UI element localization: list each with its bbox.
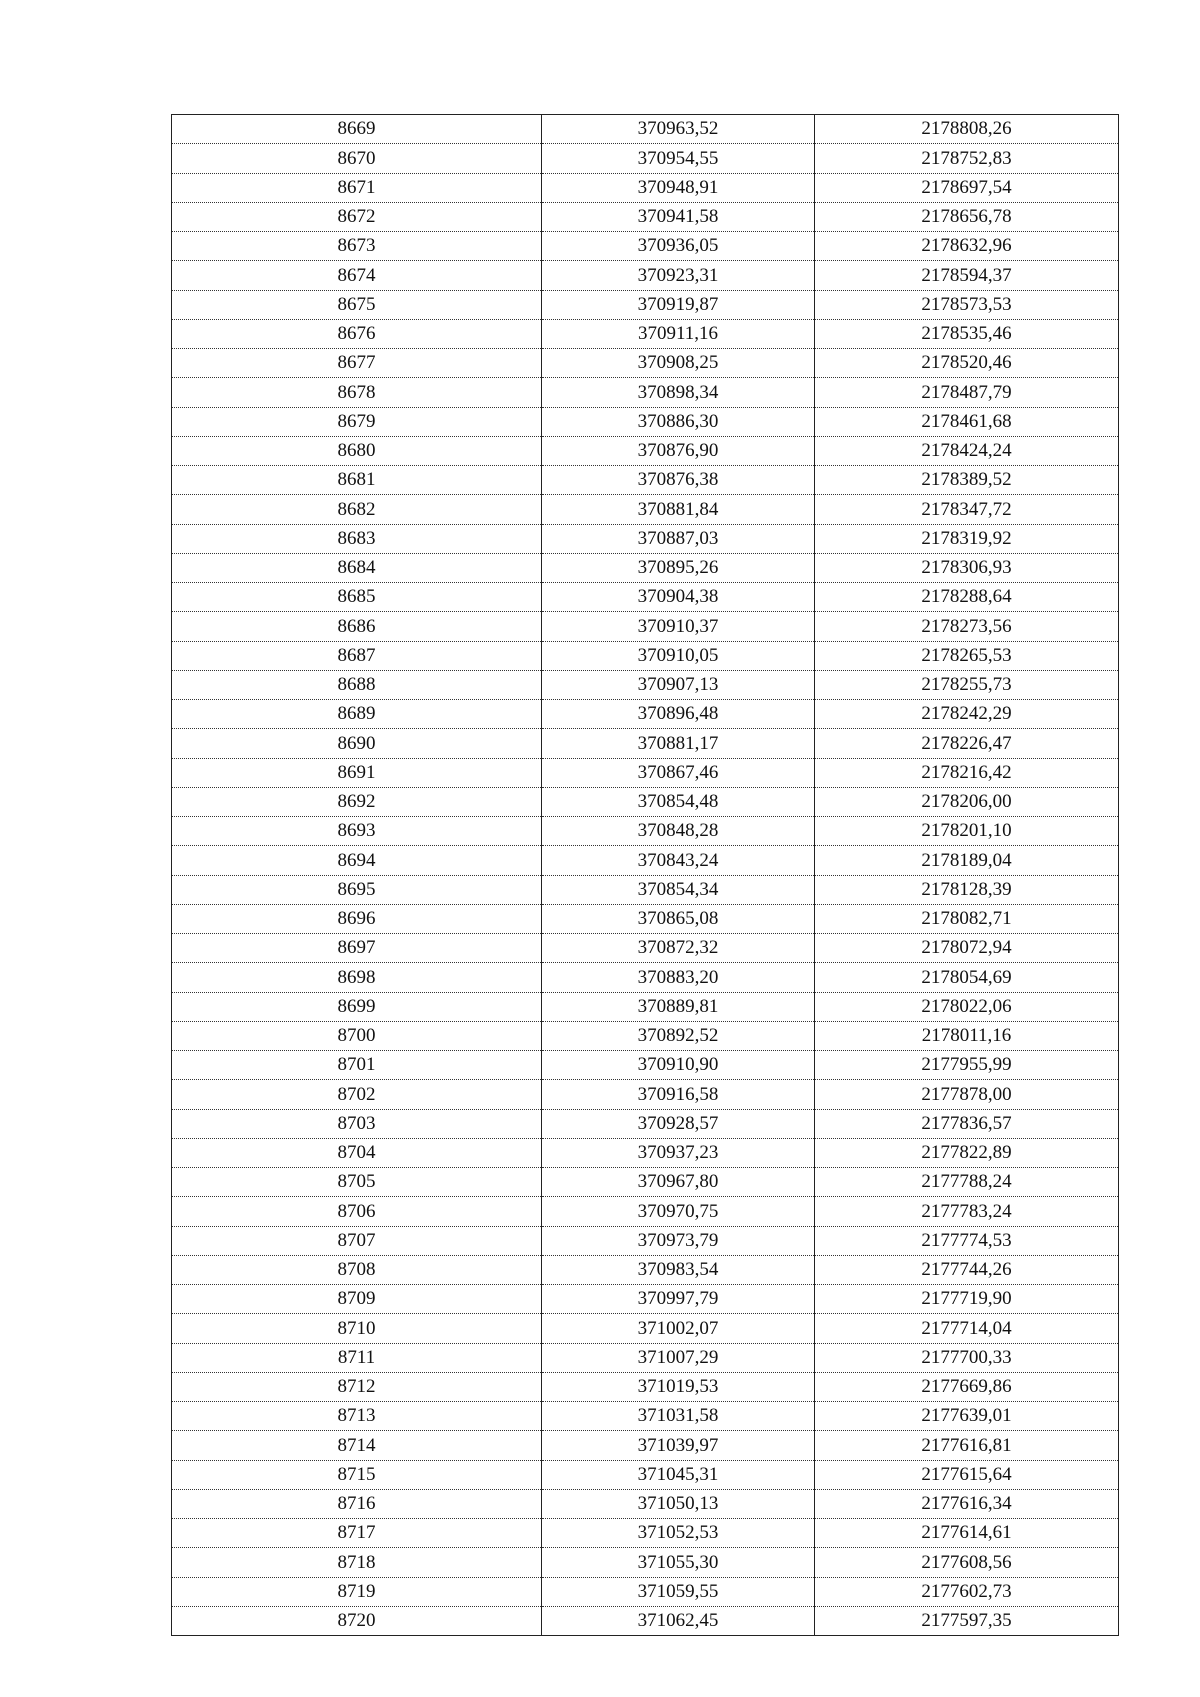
y-coordinate-cell: 2178461,68 <box>815 407 1119 436</box>
y-coordinate-cell: 2177783,24 <box>815 1197 1119 1226</box>
point-number-cell: 8706 <box>172 1197 542 1226</box>
x-coordinate-cell: 370881,17 <box>542 729 815 758</box>
table-row <box>172 1489 1119 1518</box>
x-coordinate-cell: 371045,31 <box>542 1460 815 1489</box>
point-number-cell: 8715 <box>172 1460 542 1489</box>
point-number-cell: 8701 <box>172 1051 542 1080</box>
y-coordinate-cell: 2178306,93 <box>815 553 1119 582</box>
x-coordinate-cell: 370941,58 <box>542 202 815 231</box>
x-coordinate-cell: 370872,32 <box>542 934 815 963</box>
table-row <box>172 1577 1119 1606</box>
x-coordinate-cell: 370967,80 <box>542 1168 815 1197</box>
table-row <box>172 378 1119 407</box>
table-row <box>172 758 1119 787</box>
y-coordinate-cell: 2178265,53 <box>815 641 1119 670</box>
x-coordinate-cell: 370892,52 <box>542 1021 815 1050</box>
point-number-cell: 8704 <box>172 1138 542 1167</box>
y-coordinate-cell: 2178520,46 <box>815 349 1119 378</box>
table-row <box>172 1548 1119 1577</box>
table-row <box>172 261 1119 290</box>
x-coordinate-cell: 371002,07 <box>542 1314 815 1343</box>
y-coordinate-cell: 2177615,64 <box>815 1460 1119 1489</box>
point-number-cell: 8669 <box>172 115 542 144</box>
y-coordinate-cell: 2178319,92 <box>815 524 1119 553</box>
y-coordinate-cell: 2177614,61 <box>815 1519 1119 1548</box>
x-coordinate-cell: 371031,58 <box>542 1402 815 1431</box>
x-coordinate-cell: 371007,29 <box>542 1343 815 1372</box>
table-row <box>172 1226 1119 1255</box>
table-row <box>172 495 1119 524</box>
table-row <box>172 934 1119 963</box>
y-coordinate-cell: 2177608,56 <box>815 1548 1119 1577</box>
y-coordinate-cell: 2177602,73 <box>815 1577 1119 1606</box>
point-number-cell: 8703 <box>172 1109 542 1138</box>
y-coordinate-cell: 2177878,00 <box>815 1080 1119 1109</box>
y-coordinate-cell: 2178011,16 <box>815 1021 1119 1050</box>
table-row <box>172 787 1119 816</box>
point-number-cell: 8675 <box>172 290 542 319</box>
y-coordinate-cell: 2177714,04 <box>815 1314 1119 1343</box>
y-coordinate-cell: 2178082,71 <box>815 904 1119 933</box>
y-coordinate-cell: 2178288,64 <box>815 583 1119 612</box>
y-coordinate-cell: 2178054,69 <box>815 963 1119 992</box>
point-number-cell: 8690 <box>172 729 542 758</box>
table-row <box>172 115 1119 144</box>
y-coordinate-cell: 2178216,42 <box>815 758 1119 787</box>
point-number-cell: 8682 <box>172 495 542 524</box>
point-number-cell: 8691 <box>172 758 542 787</box>
y-coordinate-cell: 2177836,57 <box>815 1109 1119 1138</box>
x-coordinate-cell: 370896,48 <box>542 700 815 729</box>
x-coordinate-cell: 370848,28 <box>542 817 815 846</box>
point-number-cell: 8696 <box>172 904 542 933</box>
y-coordinate-cell: 2177788,24 <box>815 1168 1119 1197</box>
x-coordinate-cell: 371059,55 <box>542 1577 815 1606</box>
point-number-cell: 8705 <box>172 1168 542 1197</box>
x-coordinate-cell: 370910,37 <box>542 612 815 641</box>
table-row <box>172 1138 1119 1167</box>
x-coordinate-cell: 370883,20 <box>542 963 815 992</box>
x-coordinate-cell: 370963,52 <box>542 115 815 144</box>
point-number-cell: 8713 <box>172 1402 542 1431</box>
x-coordinate-cell: 370954,55 <box>542 144 815 173</box>
table-row <box>172 144 1119 173</box>
x-coordinate-cell: 371052,53 <box>542 1519 815 1548</box>
y-coordinate-cell: 2178697,54 <box>815 173 1119 202</box>
y-coordinate-cell: 2178424,24 <box>815 436 1119 465</box>
table-row <box>172 583 1119 612</box>
y-coordinate-cell: 2177639,01 <box>815 1402 1119 1431</box>
point-number-cell: 8699 <box>172 992 542 1021</box>
x-coordinate-cell: 370865,08 <box>542 904 815 933</box>
x-coordinate-cell: 370936,05 <box>542 232 815 261</box>
y-coordinate-cell: 2178201,10 <box>815 817 1119 846</box>
table-row <box>172 1021 1119 1050</box>
point-number-cell: 8676 <box>172 319 542 348</box>
point-number-cell: 8707 <box>172 1226 542 1255</box>
point-number-cell: 8670 <box>172 144 542 173</box>
point-number-cell: 8681 <box>172 466 542 495</box>
point-number-cell: 8712 <box>172 1372 542 1401</box>
y-coordinate-cell: 2178255,73 <box>815 670 1119 699</box>
y-coordinate-cell: 2178226,47 <box>815 729 1119 758</box>
coordinates-table <box>171 114 1119 1636</box>
table-row <box>172 1402 1119 1431</box>
table-row <box>172 1372 1119 1401</box>
point-number-cell: 8674 <box>172 261 542 290</box>
x-coordinate-cell: 370898,34 <box>542 378 815 407</box>
y-coordinate-cell: 2177669,86 <box>815 1372 1119 1401</box>
table-row <box>172 1197 1119 1226</box>
point-number-cell: 8687 <box>172 641 542 670</box>
y-coordinate-cell: 2178573,53 <box>815 290 1119 319</box>
table-row <box>172 670 1119 699</box>
x-coordinate-cell: 370843,24 <box>542 846 815 875</box>
table-row <box>172 817 1119 846</box>
x-coordinate-cell: 370948,91 <box>542 173 815 202</box>
point-number-cell: 8693 <box>172 817 542 846</box>
x-coordinate-cell: 370854,48 <box>542 787 815 816</box>
table-row <box>172 1606 1119 1635</box>
x-coordinate-cell: 371062,45 <box>542 1606 815 1635</box>
y-coordinate-cell: 2177616,81 <box>815 1431 1119 1460</box>
y-coordinate-cell: 2178072,94 <box>815 934 1119 963</box>
y-coordinate-cell: 2178656,78 <box>815 202 1119 231</box>
table-row <box>172 319 1119 348</box>
table-row <box>172 202 1119 231</box>
x-coordinate-cell: 370919,87 <box>542 290 815 319</box>
x-coordinate-cell: 370904,38 <box>542 583 815 612</box>
point-number-cell: 8718 <box>172 1548 542 1577</box>
x-coordinate-cell: 371039,97 <box>542 1431 815 1460</box>
y-coordinate-cell: 2177955,99 <box>815 1051 1119 1080</box>
coordinates-table-body <box>172 115 1119 1636</box>
table-row <box>172 1343 1119 1372</box>
x-coordinate-cell: 370928,57 <box>542 1109 815 1138</box>
point-number-cell: 8695 <box>172 875 542 904</box>
table-row <box>172 1168 1119 1197</box>
table-row <box>172 407 1119 436</box>
point-number-cell: 8697 <box>172 934 542 963</box>
y-coordinate-cell: 2177822,89 <box>815 1138 1119 1167</box>
table-row <box>172 290 1119 319</box>
table-row <box>172 173 1119 202</box>
x-coordinate-cell: 370887,03 <box>542 524 815 553</box>
x-coordinate-cell: 370937,23 <box>542 1138 815 1167</box>
point-number-cell: 8702 <box>172 1080 542 1109</box>
x-coordinate-cell: 370908,25 <box>542 349 815 378</box>
x-coordinate-cell: 370916,58 <box>542 1080 815 1109</box>
y-coordinate-cell: 2177719,90 <box>815 1285 1119 1314</box>
y-coordinate-cell: 2178808,26 <box>815 115 1119 144</box>
point-number-cell: 8709 <box>172 1285 542 1314</box>
y-coordinate-cell: 2178535,46 <box>815 319 1119 348</box>
point-number-cell: 8677 <box>172 349 542 378</box>
table-row <box>172 1285 1119 1314</box>
y-coordinate-cell: 2178347,72 <box>815 495 1119 524</box>
point-number-cell: 8678 <box>172 378 542 407</box>
y-coordinate-cell: 2177616,34 <box>815 1489 1119 1518</box>
table-row <box>172 1460 1119 1489</box>
x-coordinate-cell: 370876,38 <box>542 466 815 495</box>
table-row <box>172 1519 1119 1548</box>
y-coordinate-cell: 2178594,37 <box>815 261 1119 290</box>
y-coordinate-cell: 2178752,83 <box>815 144 1119 173</box>
point-number-cell: 8717 <box>172 1519 542 1548</box>
point-number-cell: 8688 <box>172 670 542 699</box>
table-row <box>172 466 1119 495</box>
y-coordinate-cell: 2178632,96 <box>815 232 1119 261</box>
x-coordinate-cell: 371050,13 <box>542 1489 815 1518</box>
point-number-cell: 8671 <box>172 173 542 202</box>
y-coordinate-cell: 2178242,29 <box>815 700 1119 729</box>
x-coordinate-cell: 370881,84 <box>542 495 815 524</box>
y-coordinate-cell: 2178022,06 <box>815 992 1119 1021</box>
point-number-cell: 8685 <box>172 583 542 612</box>
table-row <box>172 700 1119 729</box>
table-row <box>172 641 1119 670</box>
x-coordinate-cell: 370911,16 <box>542 319 815 348</box>
point-number-cell: 8680 <box>172 436 542 465</box>
x-coordinate-cell: 370910,90 <box>542 1051 815 1080</box>
table-row <box>172 1080 1119 1109</box>
x-coordinate-cell: 370907,13 <box>542 670 815 699</box>
point-number-cell: 8692 <box>172 787 542 816</box>
point-number-cell: 8679 <box>172 407 542 436</box>
table-row <box>172 1255 1119 1284</box>
x-coordinate-cell: 370895,26 <box>542 553 815 582</box>
table-row <box>172 992 1119 1021</box>
point-number-cell: 8683 <box>172 524 542 553</box>
table-row <box>172 612 1119 641</box>
x-coordinate-cell: 370889,81 <box>542 992 815 1021</box>
table-row <box>172 1109 1119 1138</box>
point-number-cell: 8714 <box>172 1431 542 1460</box>
table-row <box>172 1314 1119 1343</box>
point-number-cell: 8711 <box>172 1343 542 1372</box>
y-coordinate-cell: 2178189,04 <box>815 846 1119 875</box>
table-row <box>172 349 1119 378</box>
x-coordinate-cell: 370923,31 <box>542 261 815 290</box>
point-number-cell: 8708 <box>172 1255 542 1284</box>
y-coordinate-cell: 2177597,35 <box>815 1606 1119 1635</box>
point-number-cell: 8698 <box>172 963 542 992</box>
table-row <box>172 1051 1119 1080</box>
table-row <box>172 729 1119 758</box>
point-number-cell: 8684 <box>172 553 542 582</box>
table-row <box>172 436 1119 465</box>
x-coordinate-cell: 371019,53 <box>542 1372 815 1401</box>
x-coordinate-cell: 370886,30 <box>542 407 815 436</box>
y-coordinate-cell: 2178389,52 <box>815 466 1119 495</box>
y-coordinate-cell: 2178487,79 <box>815 378 1119 407</box>
table-row <box>172 553 1119 582</box>
table-row <box>172 963 1119 992</box>
y-coordinate-cell: 2177744,26 <box>815 1255 1119 1284</box>
point-number-cell: 8710 <box>172 1314 542 1343</box>
x-coordinate-cell: 370973,79 <box>542 1226 815 1255</box>
x-coordinate-cell: 370867,46 <box>542 758 815 787</box>
table-row <box>172 875 1119 904</box>
x-coordinate-cell: 370983,54 <box>542 1255 815 1284</box>
point-number-cell: 8720 <box>172 1606 542 1635</box>
y-coordinate-cell: 2177774,53 <box>815 1226 1119 1255</box>
point-number-cell: 8694 <box>172 846 542 875</box>
point-number-cell: 8719 <box>172 1577 542 1606</box>
table-row <box>172 846 1119 875</box>
x-coordinate-cell: 371055,30 <box>542 1548 815 1577</box>
point-number-cell: 8686 <box>172 612 542 641</box>
table-row <box>172 1431 1119 1460</box>
x-coordinate-cell: 370970,75 <box>542 1197 815 1226</box>
x-coordinate-cell: 370997,79 <box>542 1285 815 1314</box>
point-number-cell: 8672 <box>172 202 542 231</box>
table-row <box>172 524 1119 553</box>
table-row <box>172 232 1119 261</box>
x-coordinate-cell: 370854,34 <box>542 875 815 904</box>
y-coordinate-cell: 2178128,39 <box>815 875 1119 904</box>
point-number-cell: 8673 <box>172 232 542 261</box>
point-number-cell: 8716 <box>172 1489 542 1518</box>
y-coordinate-cell: 2178273,56 <box>815 612 1119 641</box>
y-coordinate-cell: 2178206,00 <box>815 787 1119 816</box>
point-number-cell: 8689 <box>172 700 542 729</box>
x-coordinate-cell: 370910,05 <box>542 641 815 670</box>
table-row <box>172 904 1119 933</box>
x-coordinate-cell: 370876,90 <box>542 436 815 465</box>
y-coordinate-cell: 2177700,33 <box>815 1343 1119 1372</box>
point-number-cell: 8700 <box>172 1021 542 1050</box>
